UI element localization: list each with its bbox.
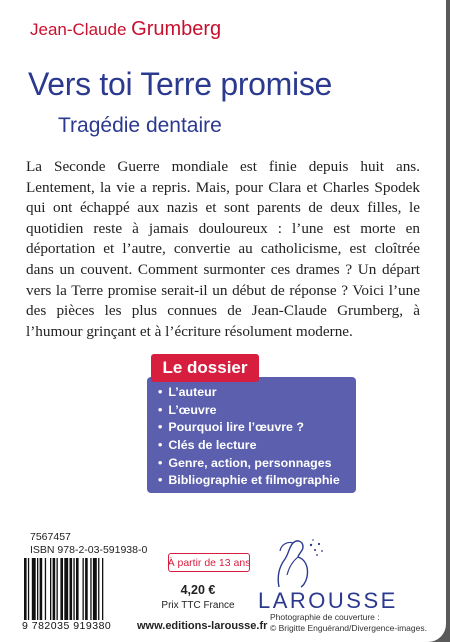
barcode-icon xyxy=(22,558,134,622)
age-badge: À partir de 13 ans xyxy=(168,553,250,572)
book-title: Vers toi Terre promise xyxy=(28,66,333,102)
dossier-item: • L’auteur xyxy=(158,384,340,402)
publisher-logo-text: LAROUSSE xyxy=(258,588,398,613)
barcode-number: 9 782035 919380 xyxy=(22,620,112,632)
author-first-name: Jean-Claude xyxy=(30,20,127,39)
dossier-label: Le dossier xyxy=(151,354,259,382)
dossier-item: • Pourquoi lire l’œuvre ? xyxy=(158,419,340,437)
isbn: ISBN 978-2-03-591938-0 xyxy=(30,544,148,556)
price-note: Prix TTC France xyxy=(161,600,235,611)
product-code: 7567457 xyxy=(30,531,71,543)
dossier-item: • L’œuvre xyxy=(158,402,340,420)
photo-credit-label: Photographie de couverture : xyxy=(270,612,380,622)
publisher-website: www.editions-larousse.fr xyxy=(137,620,268,632)
synopsis: La Seconde Guerre mondiale est finie depuis huit ans. Lentement, la vie a repris. Mais, pour Clara et Charles Spodek qui ont échappé aux nazis et sont parents de deux filles, le quotidien reste à jamais douloureux : l’une est morte en déportation et l’autre, convertie au catholicisme, est cloîtrée dans un couvent. Comment surmonter ces drames ? Un départ vers la Terre promise serait-il un début de réponse ? Voici l’une des pièces les plus connues de Jean-Claude Grumberg, à l’humour grinçant et à l’écriture résolument moderne. xyxy=(26,158,420,340)
dossier-item: • Bibliographie et filmographie xyxy=(158,472,340,490)
dossier-item: • Genre, action, personnages xyxy=(158,455,340,473)
larousse-sower-icon xyxy=(265,537,329,589)
photo-credit xyxy=(270,612,442,633)
dossier-list xyxy=(158,384,340,490)
dossier-item: • Clés de lecture xyxy=(158,437,340,455)
photo-credit-value: © Brigitte Enguérand/Divergence-images. xyxy=(270,622,427,633)
book-subtitle: Tragédie dentaire xyxy=(58,114,222,137)
author-last-name: Grumberg xyxy=(131,18,222,40)
author-name xyxy=(30,18,221,41)
price: 4,20 € xyxy=(180,583,216,597)
